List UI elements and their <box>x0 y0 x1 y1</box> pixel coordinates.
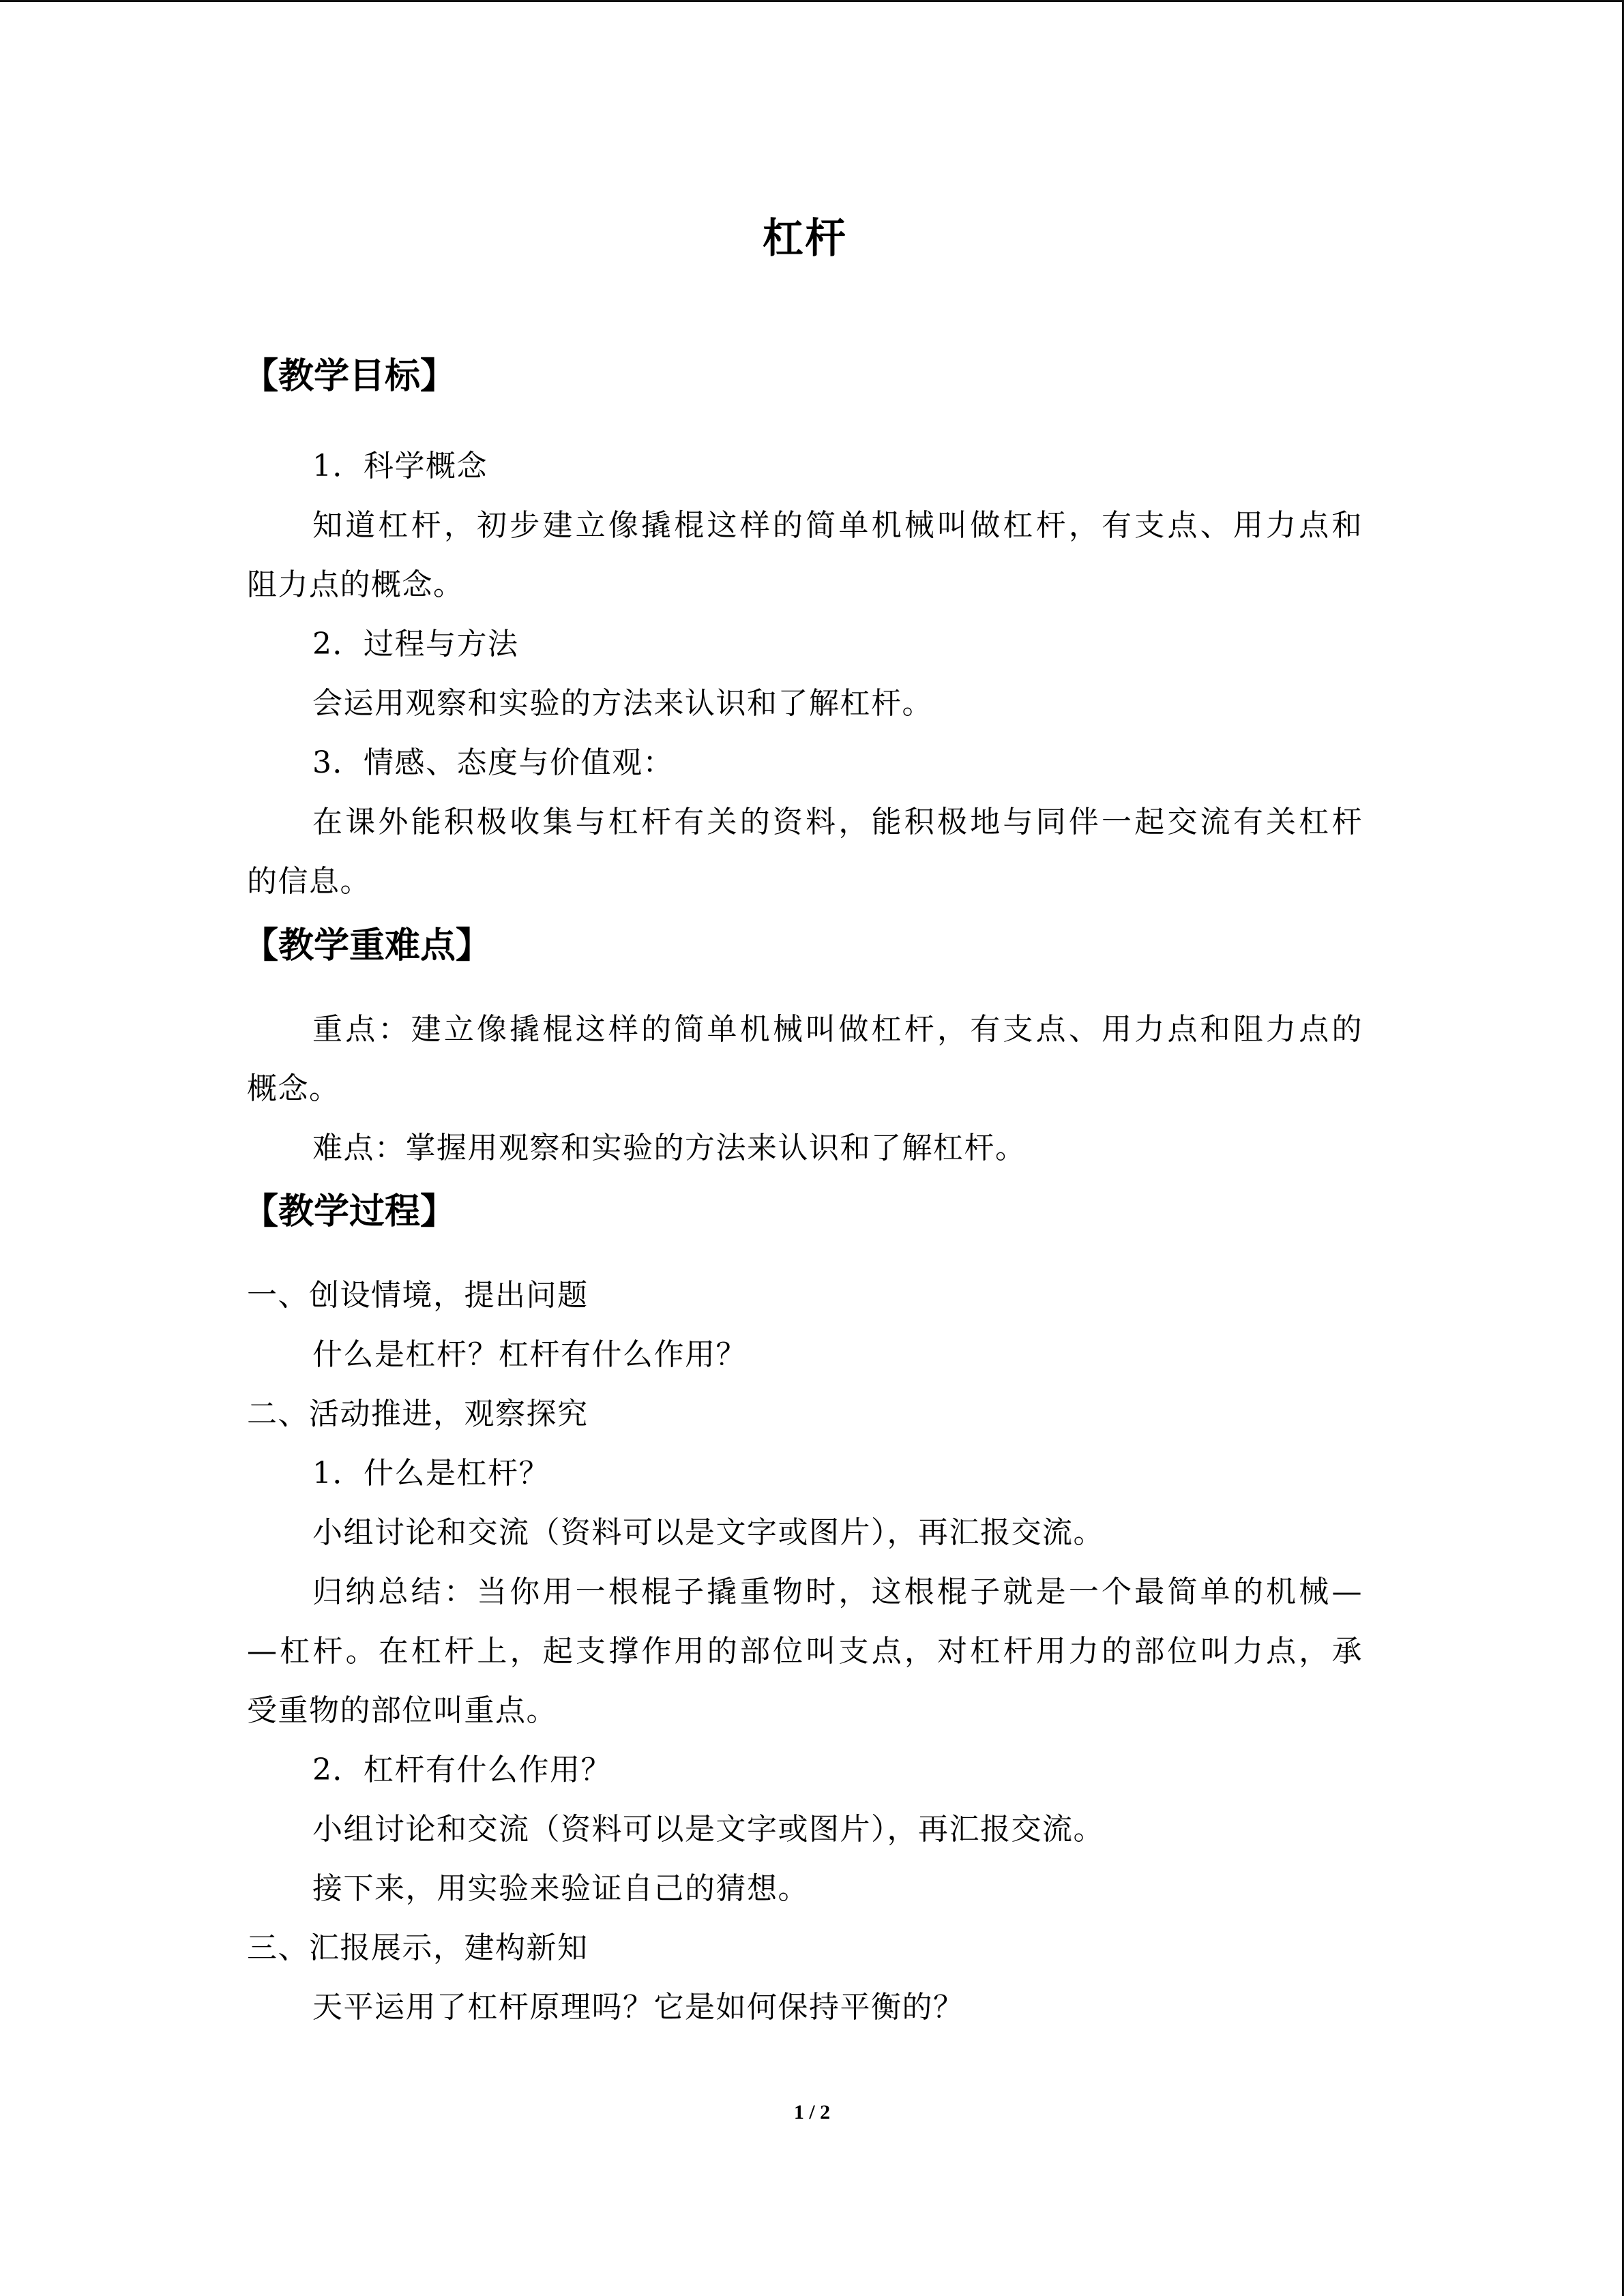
page-number: 1 / 2 <box>793 2101 831 2123</box>
process-part2-question2: 2．杠杆有什么作用？ <box>312 1753 612 1787</box>
process-part2-next-step: 接下来，用实验来验证自己的猜想。 <box>312 1871 809 1906</box>
key-point-focus-line2: 概念。 <box>247 1071 340 1106</box>
objective-3-label: 3．情感、态度与价值观： <box>312 745 674 780</box>
process-part2-summary-line1: 归纳总结：当你用一根棍子撬重物时，这根棍子就是一个最简单的机械— <box>312 1575 1363 1609</box>
process-part2-question1: 1．什么是杠杆？ <box>312 1456 550 1491</box>
process-part2-summary-line3: 受重物的部位叫重点。 <box>247 1693 557 1728</box>
document-title: 杠杆 <box>763 215 847 263</box>
process-part3-title: 三、汇报展示，建构新知 <box>247 1930 589 1965</box>
key-point-difficulty: 难点：掌握用观察和实验的方法来认识和了解杠杆。 <box>312 1131 1027 1165</box>
key-point-focus-line1: 重点：建立像撬棍这样的简单机械叫做杠杆，有支点、用力点和阻力点的 <box>312 1012 1363 1047</box>
process-part2-question1-text: 小组讨论和交流（资料可以是文字或图片），再汇报交流。 <box>312 1515 1104 1550</box>
objective-3-text-line1: 在课外能积极收集与杠杆有关的资料，能积极地与同伴一起交流有关杠杆 <box>312 805 1363 839</box>
process-part1-text: 什么是杠杆？杠杆有什么作用？ <box>312 1337 747 1372</box>
objective-1-text-line1: 知道杠杆，初步建立像撬棍这样的简单机械叫做杠杆，有支点、用力点和 <box>312 508 1363 543</box>
objective-1-label: 1．科学概念 <box>312 449 488 483</box>
process-part1-title: 一、创设情境，提出问题 <box>247 1278 589 1313</box>
objective-3-text-line2: 的信息。 <box>247 864 371 899</box>
section-heading-objectives: 【教学目标】 <box>243 355 456 397</box>
objective-1-text-line2: 阻力点的概念。 <box>247 567 464 602</box>
process-part2-question2-text: 小组讨论和交流（资料可以是文字或图片），再汇报交流。 <box>312 1812 1104 1847</box>
objective-2-text: 会运用观察和实验的方法来认识和了解杠杆。 <box>312 686 933 721</box>
objective-2-label: 2．过程与方法 <box>312 627 519 661</box>
process-part2-title: 二、活动推进，观察探究 <box>247 1397 589 1431</box>
process-part2-summary-line2: —杠杆。在杠杆上，起支撑作用的部位叫支点，对杠杆用力的部位叫力点，承 <box>247 1634 1363 1669</box>
process-part3-text: 天平运用了杠杆原理吗？它是如何保持平衡的？ <box>312 1990 964 2025</box>
section-heading-key-points: 【教学重难点】 <box>243 925 492 966</box>
page-top-border <box>0 0 1624 2</box>
section-heading-process: 【教学过程】 <box>243 1191 456 1232</box>
